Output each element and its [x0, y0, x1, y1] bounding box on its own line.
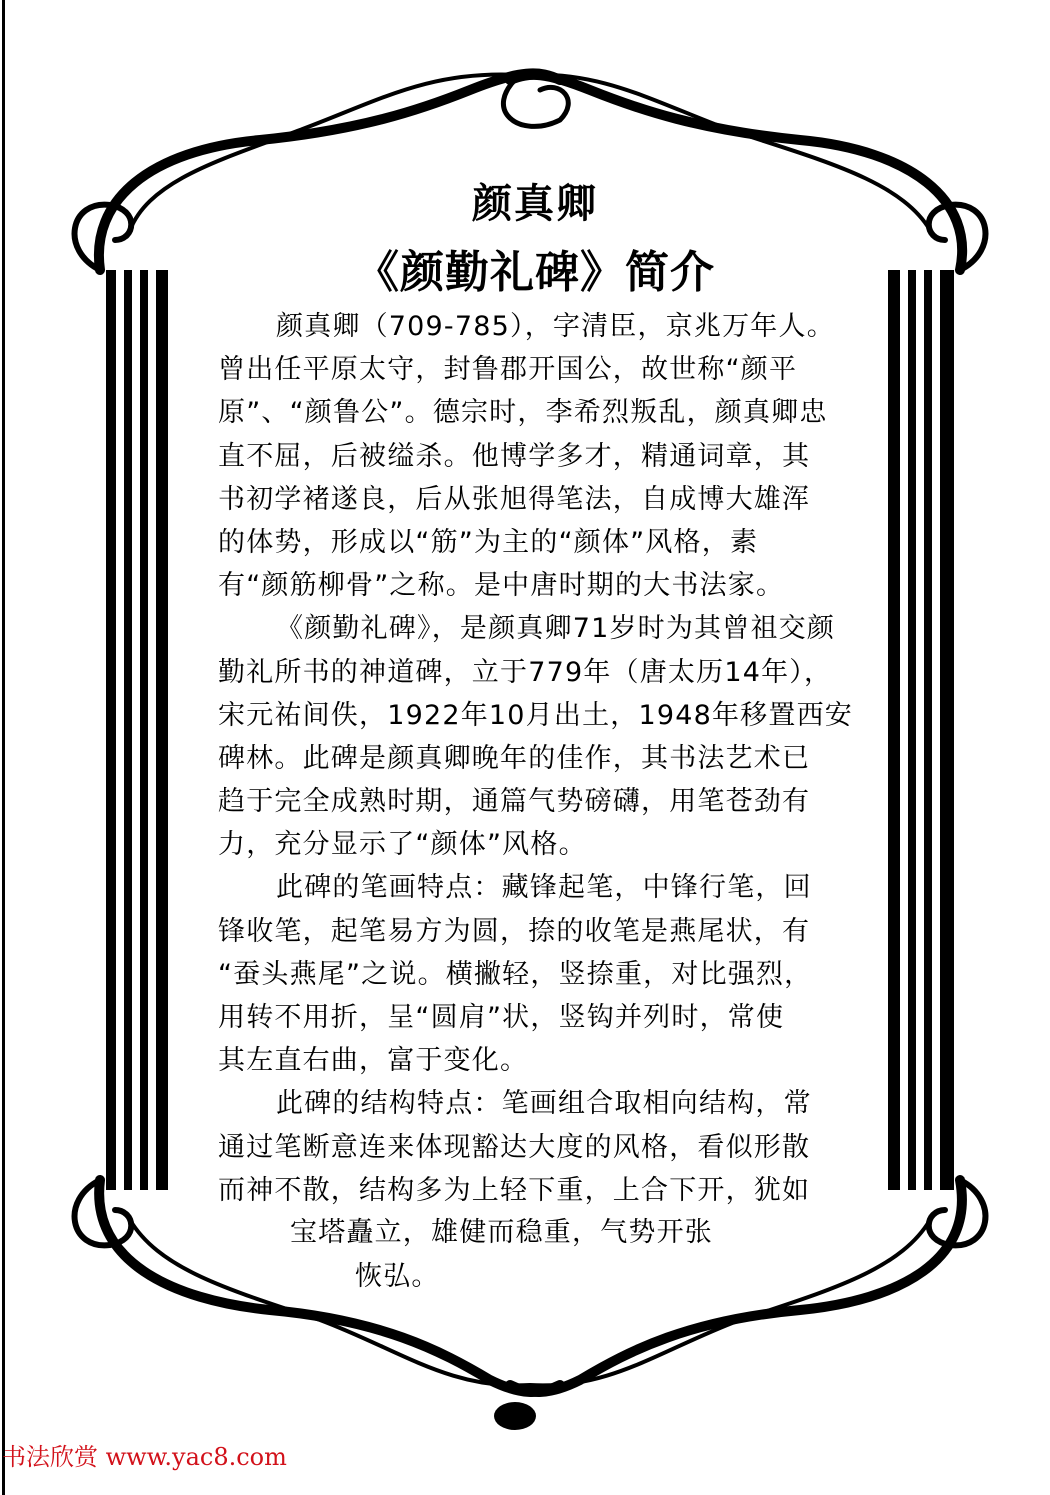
text-line: “蚕头燕尾”之说。横撇轻，竖捺重，对比强烈，: [218, 958, 813, 990]
text-line: 书初学褚遂良，后从张旭得笔法，自成博大雄浑: [218, 483, 811, 515]
text-line: 曾出任平原太守，封鲁郡开国公，故世称“颜平: [218, 354, 798, 386]
text-line: 其左直右曲，富于变化。: [218, 1045, 529, 1077]
text-line: 直不屈，后被缢杀。他博学多才，精通词章，其: [218, 440, 811, 472]
text-line: 力，充分显示了“颜体”风格。: [218, 829, 587, 861]
right-stripes: [888, 270, 954, 1190]
paragraph-2: [218, 607, 858, 866]
text-line: 通过笔断意连来体现豁达大度的风格，看似形散: [218, 1131, 811, 1163]
text-line: 颜真卿（709-785），字清臣，京兆万年人。: [276, 311, 835, 342]
left-stripes: [106, 270, 168, 1190]
text-line: 《颜勤礼碑》，是颜真卿71岁时为其曾祖交颜: [276, 613, 836, 645]
text-line: 趋于完全成熟时期，通篇气势磅礴，用笔苍劲有: [218, 786, 811, 818]
text-line: 而神不散，结构多为上轻下重，上合下开，犹如: [218, 1174, 811, 1206]
article-body: [218, 305, 858, 1212]
text-line: 勤礼所书的神道碑，立于779年（唐太历14年），: [218, 656, 833, 688]
paragraph-3: [218, 866, 858, 1082]
text-line-tail-2: 恢弘。: [355, 1261, 440, 1292]
text-line: 碑林。此碑是颜真卿晚年的佳作，其书法艺术已: [218, 742, 811, 774]
text-line: 原”、“颜鲁公”。德宗时，李希烈叛乱，颜真卿忠: [218, 397, 828, 429]
text-line: 此碑的笔画特点：藏锋起笔，中锋行笔，回: [276, 872, 812, 904]
text-line: 用转不用折，呈“圆肩”状，竖钩并列时，常使: [218, 1002, 785, 1033]
text-line: 宋元祐间佚，1922年10月出土，1948年移置西安: [218, 699, 853, 731]
page-subtitle: 《颜勤礼碑》简介: [355, 247, 715, 298]
text-line-tail-1: 宝塔矗立，雄健而稳重，气势开张: [290, 1217, 713, 1248]
text-line: 有“颜筋柳骨”之称。是中唐时期的大书法家。: [218, 570, 785, 602]
paragraph-1: [218, 305, 858, 607]
page-number-badge: [494, 1402, 536, 1430]
text-line: 此碑的结构特点：笔画组合取相向结构，常: [276, 1088, 812, 1120]
text-line: 的体势，形成以“筋”为主的“颜体”风格，素: [218, 526, 759, 558]
page-title: 颜真卿: [472, 180, 598, 227]
paragraph-4: [218, 1082, 858, 1212]
text-line: 锋收笔，起笔易方为圆，捺的收笔是燕尾状，有: [218, 915, 811, 947]
watermark: 书法欣赏 www.yac8.com: [2, 1443, 287, 1471]
